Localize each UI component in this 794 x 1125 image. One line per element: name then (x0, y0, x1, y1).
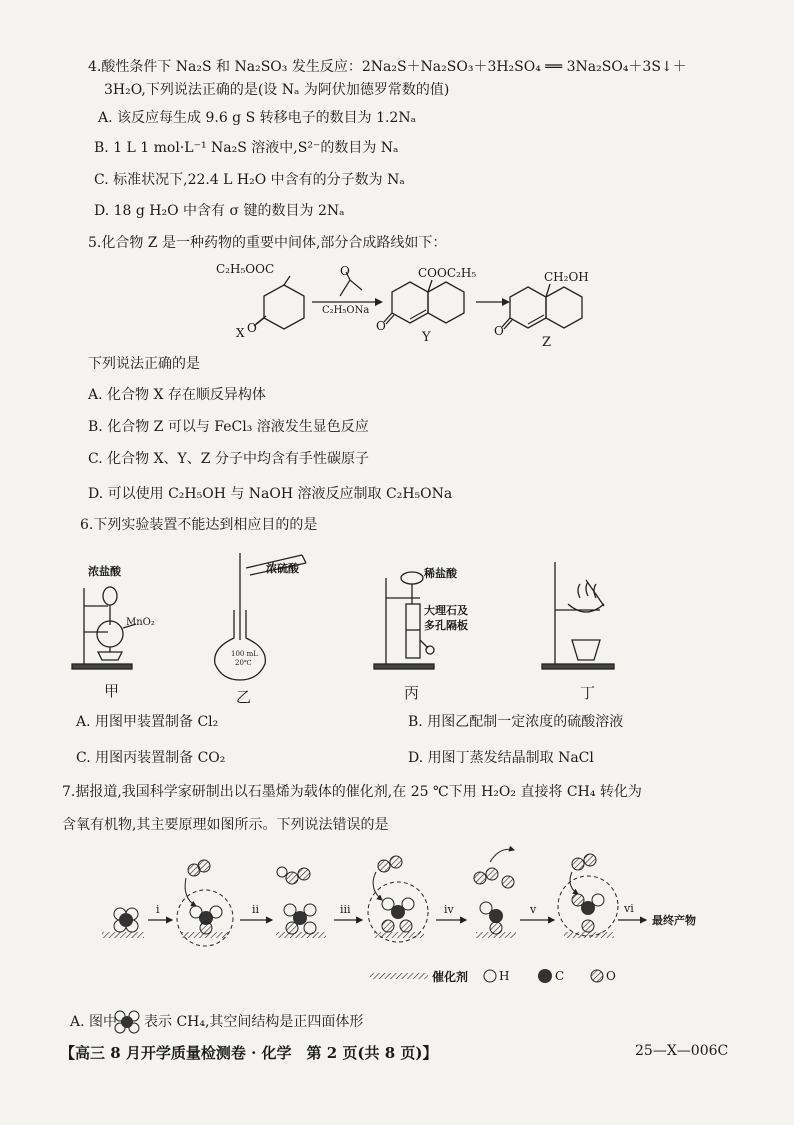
q4-option-d: D. 18 g H₂O 中含有 σ 键的数目为 2Nₐ (94, 203, 345, 219)
q5-option-a: A. 化合物 X 存在顺反异构体 (88, 387, 266, 403)
bing-label-solid-line1: 大理石及 (424, 604, 468, 617)
q5-y-ester-group: COOC₂H₅ (418, 266, 477, 280)
legend-c-label: C (555, 969, 565, 983)
legend-catalyst-label: 催化剂 (432, 970, 469, 984)
legend-o-label: O (606, 969, 616, 983)
q5-label-y: Y (422, 330, 431, 345)
step-label-iii: iii (340, 903, 351, 916)
q7-stem-line2: 含氧有机物,其主要原理如图所示。下列说法错误的是 (62, 817, 389, 833)
exam-code: 25—X—006C (635, 1043, 729, 1059)
q5-reagent: C₂H₅ONa (322, 305, 370, 316)
q5-option-b: B. 化合物 Z 可以与 FeCl₃ 溶液发生显色反应 (88, 419, 369, 435)
q4-stem-line1: 4.酸性条件下 Na₂S 和 Na₂SO₃ 发生反应：2Na₂S＋Na₂SO₃＋3H₂SO₄ ══ 3Na₂SO₄＋3S↓＋ (88, 59, 687, 75)
q4-option-c: C. 标准状况下,22.4 L H₂O 中含有的分子数为 Nₐ (94, 172, 405, 188)
q7-option-a-text: 表示 CH₄,其空间结构是正四面体形 (144, 1014, 364, 1030)
q5-option-c: C. 化合物 X、Y、Z 分子中均含有手性碳原子 (88, 451, 369, 467)
yi-label-temperature: 20℃ (235, 659, 252, 667)
jia-label-mno2: MnO₂ (126, 617, 155, 628)
q5-label-x: X (236, 326, 245, 340)
page-footer: 【高三 8 月开学质量检测卷 · 化学 第 2 页(共 8 页)】 (60, 1044, 438, 1062)
step-label-vi: vi (624, 902, 634, 915)
caption-ding: 丁 (580, 684, 596, 702)
step-label-i: i (156, 903, 160, 916)
yi-label-flask-volume: 100 mL (231, 650, 258, 658)
caption-jia: 甲 (104, 682, 120, 700)
q6-option-b: B. 用图乙配制一定浓度的硫酸溶液 (408, 714, 624, 730)
q5-x-ester-group: C₂H₅OOC (216, 262, 275, 276)
yi-label-acid: 浓硫酸 (266, 562, 299, 575)
step-label-v: v (530, 903, 537, 916)
q5-z-hydroxymethyl-group: CH₂OH (544, 270, 589, 284)
legend-h-label: H (499, 969, 510, 983)
q7-stem-line1: 7.据报道,我国科学家研制出以石墨烯为载体的催化剂,在 25 ℃下用 H₂O₂ 直接将 CH₄ 转化为 (62, 784, 642, 800)
q5-y-oxygen: O (376, 319, 386, 333)
q4-option-b: B. 1 L 1 mol·L⁻¹ Na₂S 溶液中,S²⁻的数目为 Nₐ (94, 140, 399, 156)
q4-option-a: A. 该反应每生成 9.6 g S 转移电子的数目为 1.2Nₐ (98, 110, 416, 126)
q5-z-oxygen: O (494, 324, 504, 338)
step-label-iv: iv (444, 903, 454, 916)
q5-label-z: Z (542, 335, 552, 350)
q6-option-a: A. 用图甲装置制备 Cl₂ (76, 714, 219, 730)
step-label-ii: ii (252, 903, 260, 916)
caption-yi: 乙 (236, 688, 252, 706)
q6-option-c: C. 用图丙装置制备 CO₂ (76, 750, 226, 766)
q4-stem-line2: 3H₂O,下列说法正确的是(设 Nₐ 为阿伏加德罗常数的值) (104, 82, 450, 98)
q7-option-a-prefix: A. 图中 (70, 1014, 118, 1030)
q5-reagent-oxygen: O (340, 264, 350, 278)
jia-label-acid: 浓盐酸 (88, 565, 121, 578)
q6-option-d: D. 用图丁蒸发结晶制取 NaCl (408, 750, 594, 766)
q5-x-oxygen: O (247, 321, 257, 335)
q5-sub-question: 下列说法正确的是 (88, 356, 200, 372)
q6-stem: 6.下列实验装置不能达到相应目的的是 (80, 517, 318, 533)
bing-label-solid-line2: 多孔隔板 (424, 619, 468, 632)
caption-bing: 丙 (404, 684, 420, 702)
q5-option-d: D. 可以使用 C₂H₅OH 与 NaOH 溶液反应制取 C₂H₅ONa (88, 486, 453, 502)
bing-label-acid: 稀盐酸 (424, 567, 457, 580)
q5-stem: 5.化合物 Z 是一种药物的重要中间体,部分合成路线如下： (88, 235, 447, 251)
final-product-label: 最终产物 (652, 914, 696, 927)
